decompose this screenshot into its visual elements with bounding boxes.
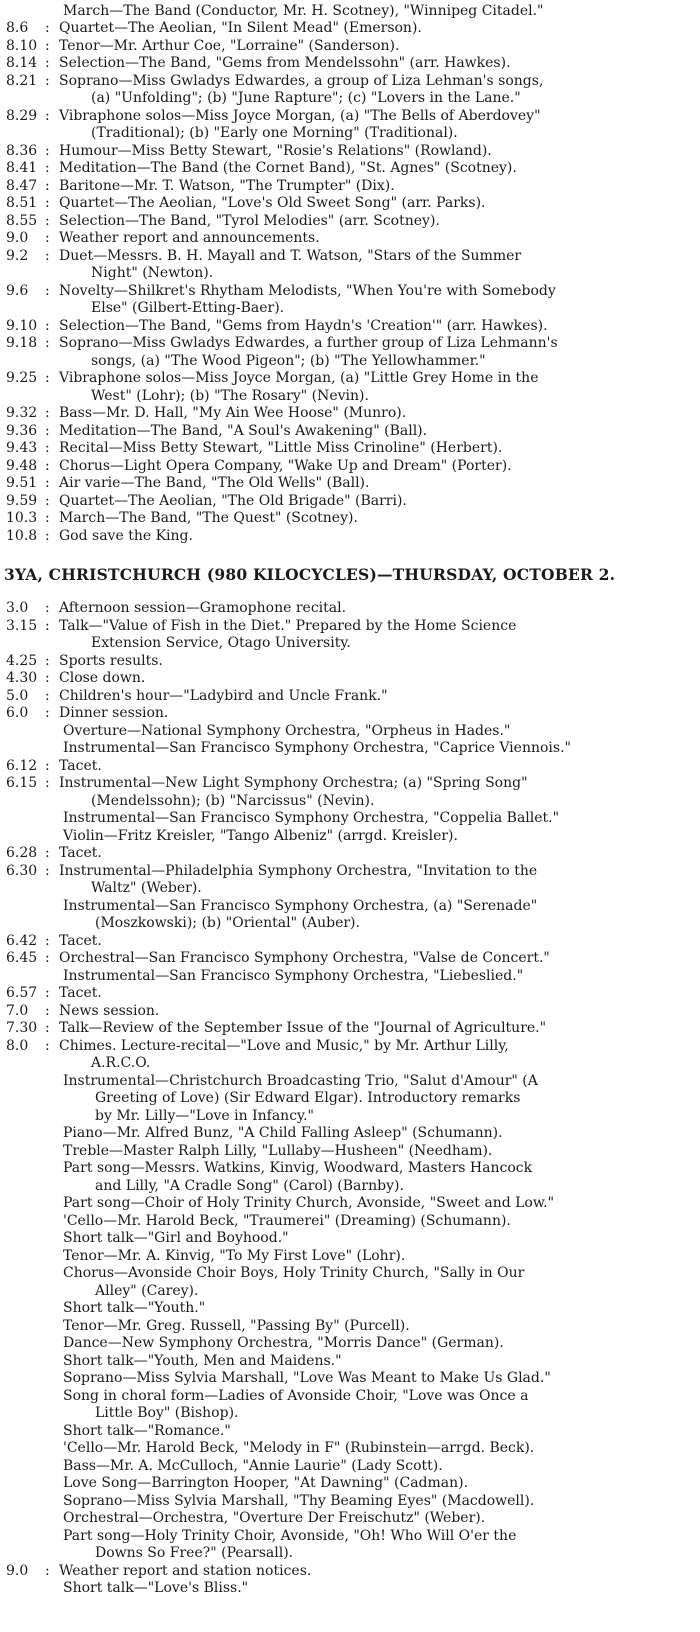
programme-subentry (0, 1458, 700, 1476)
entry-colon: : (45, 985, 50, 1001)
programme-entry (0, 653, 700, 671)
entry-line: songs, (a) "The Wood Pigeon"; (b) "The Yellowhammer." (91, 352, 486, 369)
entry-line: 'Cello—Mr. Harold Beck, "Melody in F" (Rubinstein—arrgd. Beck). (63, 1440, 535, 1456)
entry-line: West" (Lohr); (b) "The Rosary" (Nevin). (91, 387, 369, 404)
entry-colon: : (45, 457, 50, 474)
entry-time: 8.36 (6, 142, 38, 159)
entry-colon: : (45, 195, 50, 211)
programme-subentry (0, 1528, 700, 1563)
entry-time: 9.43 (6, 440, 38, 456)
entry-time: 9.10 (6, 317, 38, 334)
entry-colon: : (45, 230, 50, 246)
entry-text (59, 705, 700, 723)
entry-text (59, 458, 700, 476)
entry-line: Meditation—The Band (the Cornet Band), "St. Agnes" (Scotney). (59, 160, 517, 176)
entry-line: March—The Band (Conductor, Mr. H. Scotney), "Winnipeg Citadel." (63, 3, 544, 19)
programme-entry (0, 195, 700, 213)
programme-entry (0, 318, 700, 336)
entry-line: Instrumental—Christchurch Broadcasting Trio, "Salut d'Amour" (A (63, 1072, 538, 1089)
entry-line: Selection—The Band, "Tyrol Melodies" (arr. Scotney). (59, 212, 440, 229)
programme-subentry (0, 1318, 700, 1336)
programme-entry (0, 1020, 700, 1038)
programme-entry (0, 985, 700, 1003)
entry-time: 8.55 (6, 212, 38, 229)
entry-colon: : (45, 1020, 50, 1036)
programme-entry (0, 143, 700, 161)
entry-colon: : (45, 247, 50, 264)
programme-entry (0, 775, 700, 810)
entry-colon: : (45, 1562, 50, 1579)
entry-line: Vibraphone solos—Miss Joyce Morgan, (a) "Little Grey Home in the (59, 370, 539, 386)
programme-subentry (0, 1230, 700, 1248)
entry-colon: : (45, 670, 50, 686)
programme-entry (0, 73, 700, 108)
entry-colon: : (45, 775, 50, 791)
entry-line: Children's hour—"Ladybird and Uncle Frank." (59, 687, 388, 704)
continuation-block (0, 3, 700, 21)
entry-colon: : (45, 370, 50, 386)
entry-colon: : (45, 652, 50, 669)
entry-colon: : (45, 282, 50, 299)
entry-text (59, 20, 700, 38)
entry-colon: : (45, 107, 50, 124)
entry-line: Meditation—The Band, "A Soul's Awakening" (Ball). (59, 422, 428, 439)
entry-text (59, 335, 700, 370)
entry-time: 3.0 (6, 600, 29, 616)
entry-time: 3.15 (6, 617, 38, 634)
entry-line: (a) "Unfolding"; (b) "June Rapture"; (c) "Lovers in the Lane." (91, 90, 521, 106)
entry-line: Tacet. (59, 985, 102, 1001)
entry-time: 6.57 (6, 985, 38, 1001)
entry-text (59, 283, 700, 318)
entry-line: Violin—Fritz Kreisler, "Tango Albeniz" (arrgd. Kreisler). (63, 827, 458, 844)
entry-time: 10.8 (6, 527, 38, 544)
entry-colon: : (45, 212, 50, 229)
entry-time: 4.25 (6, 652, 38, 669)
programme-subentry (0, 1213, 700, 1231)
entry-line: (Mendelssohn); (b) "Narcissus" (Nevin). (91, 792, 375, 809)
programme-entry (0, 670, 700, 688)
entry-time: 8.0 (6, 1037, 29, 1054)
entry-colon: : (45, 687, 50, 704)
programme-subentry (0, 828, 700, 846)
entry-line: Song in choral form—Ladies of Avonside Choir, "Love was Once a (63, 1387, 529, 1404)
programme-subentry (0, 1388, 700, 1423)
entry-line: Weather report and announcements. (59, 230, 320, 246)
entry-line: Orchestral—Orchestra, "Overture Der Freischutz" (Weber). (63, 1510, 486, 1526)
programme-subentry (0, 1160, 700, 1195)
entry-line: Tenor—Mr. Arthur Coe, "Lorraine" (Sanderson). (59, 37, 400, 54)
entry-line: Instrumental—Philadelphia Symphony Orchestra, "Invitation to the (59, 862, 538, 879)
entry-time: 7.0 (6, 1002, 29, 1019)
programme-entry (0, 213, 700, 231)
entry-colon: : (45, 845, 50, 861)
programme-entry (0, 863, 700, 898)
entry-line: Short talk—"Romance." (63, 1422, 231, 1439)
entry-text (59, 38, 700, 56)
programme-entry (0, 458, 700, 476)
entry-time: 6.28 (6, 845, 38, 861)
entry-time: 9.48 (6, 457, 38, 474)
entry-text (59, 143, 700, 161)
programme-entry (0, 705, 700, 723)
entry-line: Bass—Mr. A. McCulloch, "Annie Laurie" (Lady Scott). (63, 1457, 443, 1474)
entry-line: Short talk—"Girl and Boyhood." (63, 1230, 289, 1246)
entry-time: 4.30 (6, 670, 38, 686)
entry-colon: : (45, 1037, 50, 1054)
entry-text (59, 318, 700, 336)
entry-line: Soprano—Miss Gwladys Edwardes, a further group of Liza Lehmann's (59, 335, 558, 351)
entry-line: Alley" (Carey). (95, 1282, 199, 1299)
entry-text (59, 775, 700, 810)
entry-line: Weather report and station notices. (59, 1562, 312, 1579)
entry-text (59, 108, 700, 143)
programme-subentry (0, 1195, 700, 1213)
entry-line: Soprano—Miss Sylvia Marshall, "Thy Beaming Eyes" (Macdowell). (63, 1492, 535, 1509)
programme-section-1 (0, 20, 700, 545)
programme-subentry (0, 1370, 700, 1388)
entry-time: 6.45 (6, 950, 38, 966)
entry-line: Orchestral—San Francisco Symphony Orchestra, "Valse de Concert." (59, 950, 550, 966)
entry-line: Piano—Mr. Alfred Bunz, "A Child Falling Asleep" (Schumann). (63, 1125, 503, 1141)
entry-colon: : (45, 440, 50, 456)
entry-line: (Traditional); (b) "Early one Morning" (Traditional). (91, 125, 458, 141)
entry-text (59, 688, 700, 706)
entry-time: 9.0 (6, 1562, 29, 1579)
entry-line: Part song—Messrs. Watkins, Kinvig, Woodward, Masters Hancock (63, 1160, 533, 1176)
entry-text (59, 475, 700, 493)
entry-colon: : (45, 510, 50, 526)
entry-time: 10.3 (6, 510, 38, 526)
entry-line: and Lilly, "A Cradle Song" (Carol) (Barnby). (95, 1177, 404, 1194)
entry-time: 9.32 (6, 405, 38, 421)
entry-line: Quartet—The Aeolian, "In Silent Mead" (Emerson). (59, 20, 422, 36)
entry-text (59, 230, 700, 248)
entry-text (59, 423, 700, 441)
entry-time: 6.12 (6, 757, 38, 774)
entry-line: Love Song—Barrington Hooper, "At Dawning" (Cadman). (63, 1475, 469, 1491)
entry-colon: : (45, 55, 50, 71)
entry-line: Short talk—"Love's Bliss." (63, 1580, 249, 1596)
programme-subentry (0, 810, 700, 828)
programme-entry (0, 845, 700, 863)
entry-colon: : (45, 600, 50, 616)
programme-subentry (0, 1248, 700, 1266)
entry-colon: : (45, 335, 50, 351)
programme-subentry (0, 1493, 700, 1511)
programme-entry (0, 405, 700, 423)
entry-time: 6.42 (6, 932, 38, 949)
programme-subentry (0, 1125, 700, 1143)
programme-entry (0, 55, 700, 73)
entry-line: Instrumental—San Francisco Symphony Orchestra, "Liebeslied." (63, 967, 524, 984)
entry-colon: : (45, 317, 50, 334)
programme-subentry (0, 1580, 700, 1598)
entry-line: 'Cello—Mr. Harold Beck, "Traumerei" (Dreaming) (Schumann). (63, 1212, 511, 1229)
programme-entry (0, 440, 700, 458)
programme-entry (0, 1038, 700, 1073)
entry-line: Tenor—Mr. A. Kinvig, "To My First Love" (Lohr). (63, 1247, 406, 1264)
entry-line: Downs So Free?" (Pearsall). (95, 1545, 294, 1561)
entry-line: Air varie—The Band, "The Old Wells" (Ball). (59, 475, 370, 491)
entry-line: Else" (Gilbert-Etting-Baer). (91, 300, 285, 316)
programme-entry (0, 688, 700, 706)
programme-entry (0, 248, 700, 283)
programme-entry (0, 758, 700, 776)
entry-time: 5.0 (6, 687, 29, 704)
entry-line: Quartet—The Aeolian, "The Old Brigade" (Barri). (59, 492, 407, 509)
programme-entry (0, 38, 700, 56)
entry-time: 9.36 (6, 422, 38, 439)
entry-line: Instrumental—San Francisco Symphony Orchestra, "Caprice Viennois." (63, 740, 571, 756)
programme-entry (0, 230, 700, 248)
programme-subentry (0, 1510, 700, 1528)
entry-colon: : (45, 492, 50, 509)
continuation-entry (0, 3, 700, 21)
entry-text (59, 73, 700, 108)
entry-time: 8.47 (6, 177, 38, 194)
entry-line: Treble—Master Ralph Lilly, "Lullaby—Husheen" (Needham). (63, 1142, 493, 1159)
programme-entry (0, 618, 700, 653)
entry-text (59, 528, 700, 546)
programme-subentry (0, 1143, 700, 1161)
entry-colon: : (45, 37, 50, 54)
entry-line: Night" (Newton). (91, 265, 214, 281)
entry-line: Baritone—Mr. T. Watson, "The Trumpter" (Dix). (59, 177, 395, 194)
entry-colon: : (45, 142, 50, 159)
programme-entry (0, 493, 700, 511)
entry-text (59, 195, 700, 213)
entry-line: Waltz" (Weber). (91, 880, 202, 896)
entry-colon: : (45, 862, 50, 879)
programme-section-3ya (0, 600, 700, 1598)
programme-subentry (0, 968, 700, 986)
entry-time: 8.10 (6, 37, 38, 54)
entry-line: Selection—The Band, "Gems from Haydn's 'Creation'" (arr. Hawkes). (59, 317, 548, 334)
entry-text (59, 863, 700, 898)
entry-colon: : (45, 932, 50, 949)
entry-text (59, 653, 700, 671)
entry-text (59, 510, 700, 528)
entry-line: Short talk—"Youth." (63, 1300, 206, 1316)
programme-subentry (0, 1475, 700, 1493)
entry-colon: : (45, 757, 50, 774)
programme-entry (0, 600, 700, 618)
programme-entry (0, 20, 700, 38)
entry-time: 7.30 (6, 1020, 38, 1036)
entry-text (59, 178, 700, 196)
entry-line: Greeting of Love) (Sir Edward Elgar). Introductory remarks (95, 1090, 521, 1106)
entry-line: News session. (59, 1002, 160, 1019)
entry-line: Chorus—Light Opera Company, "Wake Up and Dream" (Porter). (59, 457, 512, 474)
entry-colon: : (45, 527, 50, 544)
entry-line: Instrumental—New Light Symphony Orchestra; (a) "Spring Song" (59, 775, 528, 791)
entry-text (59, 845, 700, 863)
section-heading-3ya: 3YA, CHRISTCHURCH (980 KILOCYCLES)—THURSDAY, OCTOBER 2. (4, 565, 616, 584)
entry-text (59, 1038, 700, 1073)
programme-subentry (0, 1423, 700, 1441)
entry-text (59, 55, 700, 73)
programme-entry (0, 1003, 700, 1021)
entry-line: Bass—Mr. D. Hall, "My Ain Wee Hoose" (Munro). (59, 405, 407, 421)
entry-time: 8.6 (6, 20, 29, 36)
entry-time: 9.2 (6, 247, 29, 264)
entry-line: Afternoon session—Gramophone recital. (59, 600, 347, 616)
entry-line: Talk—Review of the September Issue of the "Journal of Agriculture." (59, 1020, 547, 1036)
entry-line: A.R.C.O. (91, 1055, 151, 1071)
entry-text (59, 985, 700, 1003)
entry-line: Overture—National Symphony Orchestra, "Orpheus in Hades." (63, 722, 511, 739)
entry-time: 8.51 (6, 195, 38, 211)
programme-subentry (0, 1265, 700, 1300)
entry-time: 9.6 (6, 282, 29, 299)
programme-subentry (0, 1300, 700, 1318)
programme-entry (0, 475, 700, 493)
entry-text (59, 618, 700, 653)
entry-line: Dance—New Symphony Orchestra, "Morris Dance" (German). (63, 1335, 504, 1351)
programme-entry (0, 950, 700, 968)
entry-colon: : (45, 617, 50, 634)
entry-time: 8.29 (6, 107, 38, 124)
entry-colon: : (45, 177, 50, 194)
entry-line: Tacet. (59, 845, 102, 861)
entry-colon: : (45, 1002, 50, 1019)
entry-colon: : (45, 72, 50, 89)
entry-time: 9.59 (6, 492, 38, 509)
entry-line: Extension Service, Otago University. (91, 635, 351, 651)
programme-entry (0, 1563, 700, 1581)
entry-line: Chimes. Lecture-recital—"Love and Music," by Mr. Arthur Lilly, (59, 1037, 509, 1054)
entry-time: 9.0 (6, 230, 29, 246)
programme-subentry (0, 1073, 700, 1126)
programme-subentry (0, 1335, 700, 1353)
entry-text (59, 1020, 700, 1038)
entry-line: Vibraphone solos—Miss Joyce Morgan, (a) "The Bells of Aberdovey" (59, 107, 541, 124)
entry-text (59, 405, 700, 423)
entry-line: Chorus—Avonside Choir Boys, Holy Trinity Church, "Sally in Our (63, 1265, 525, 1281)
entry-time: 9.51 (6, 475, 38, 491)
entry-text (59, 1003, 700, 1021)
entry-colon: : (45, 20, 50, 36)
entry-time: 8.21 (6, 72, 38, 89)
entry-text (59, 950, 700, 968)
entry-text (59, 160, 700, 178)
entry-time: 8.14 (6, 55, 38, 71)
entry-time: 9.25 (6, 370, 38, 386)
programme-entry (0, 510, 700, 528)
entry-text (59, 213, 700, 231)
entry-colon: : (45, 705, 50, 721)
entry-time: 6.15 (6, 775, 38, 791)
entry-text (59, 440, 700, 458)
programme-entry (0, 108, 700, 143)
entry-text (59, 933, 700, 951)
entry-text (59, 370, 700, 405)
programme-entry (0, 370, 700, 405)
entry-line: Novelty—Shilkret's Rhytham Melodists, "When You're with Somebody (59, 282, 556, 299)
programme-subentry (0, 1440, 700, 1458)
entry-text (59, 600, 700, 618)
entry-line: by Mr. Lilly—"Love in Infancy." (95, 1107, 314, 1124)
entry-line: Instrumental—San Francisco Symphony Orchestra, "Coppelia Ballet." (63, 810, 560, 826)
entry-line: Soprano—Miss Sylvia Marshall, "Love Was Meant to Make Us Glad." (63, 1370, 551, 1386)
entry-text (59, 758, 700, 776)
entry-line: Talk—"Value of Fish in the Diet." Prepared by the Home Science (59, 617, 517, 634)
entry-line: Quartet—The Aeolian, "Love's Old Sweet Song" (arr. Parks). (59, 195, 486, 211)
entry-time: 9.18 (6, 335, 38, 351)
entry-text (59, 670, 700, 688)
entry-text (59, 248, 700, 283)
programme-subentry (0, 723, 700, 741)
entry-line: Tacet. (59, 932, 102, 949)
entry-line: Tacet. (59, 757, 102, 774)
entry-line: Part song—Choir of Holy Trinity Church, Avonside, "Sweet and Low." (63, 1195, 555, 1211)
entry-colon: : (45, 405, 50, 421)
entry-line: Tenor—Mr. Greg. Russell, "Passing By" (Purcell). (63, 1317, 410, 1334)
entry-time: 6.0 (6, 705, 29, 721)
entry-colon: : (45, 475, 50, 491)
entry-time: 8.41 (6, 160, 38, 176)
entry-line: Dinner session. (59, 705, 169, 721)
programme-subentry (0, 898, 700, 933)
entry-line: Humour—Miss Betty Stewart, "Rosie's Relations" (Rowland). (59, 142, 492, 159)
entry-time: 6.30 (6, 862, 38, 879)
entry-text (59, 1563, 700, 1581)
entry-line: Sports results. (59, 652, 163, 669)
entry-text (59, 493, 700, 511)
entry-line: Instrumental—San Francisco Symphony Orchestra, (a) "Serenade" (63, 897, 538, 914)
programme-entry (0, 335, 700, 370)
programme-entry (0, 933, 700, 951)
programme-entry (0, 423, 700, 441)
entry-line: Selection—The Band, "Gems from Mendelssohn" (arr. Hawkes). (59, 55, 511, 71)
programme-subentry (0, 1353, 700, 1371)
programme-entry (0, 160, 700, 178)
entry-line: Little Boy" (Bishop). (95, 1405, 239, 1421)
entry-line: Part song—Holy Trinity Choir, Avonside, "Oh! Who Will O'er the (63, 1527, 517, 1544)
entry-line: (Moszkowski); (b) "Oriental" (Auber). (95, 915, 360, 931)
entry-line: Duet—Messrs. B. H. Mayall and T. Watson, "Stars of the Summer (59, 247, 522, 264)
entry-line: Soprano—Miss Gwladys Edwardes, a group of Liza Lehman's songs, (59, 72, 544, 89)
programme-entry (0, 178, 700, 196)
entry-colon: : (45, 950, 50, 966)
entry-line: Short talk—"Youth, Men and Maidens." (63, 1352, 342, 1369)
entry-line: Close down. (59, 670, 146, 686)
entry-line: God save the King. (59, 527, 193, 544)
programme-entry (0, 528, 700, 546)
entry-line: March—The Band, "The Quest" (Scotney). (59, 510, 358, 526)
entry-line: Recital—Miss Betty Stewart, "Little Miss Crinoline" (Herbert). (59, 440, 503, 456)
programme-subentry (0, 740, 700, 758)
entry-colon: : (45, 160, 50, 176)
entry-colon: : (45, 422, 50, 439)
programme-entry (0, 283, 700, 318)
